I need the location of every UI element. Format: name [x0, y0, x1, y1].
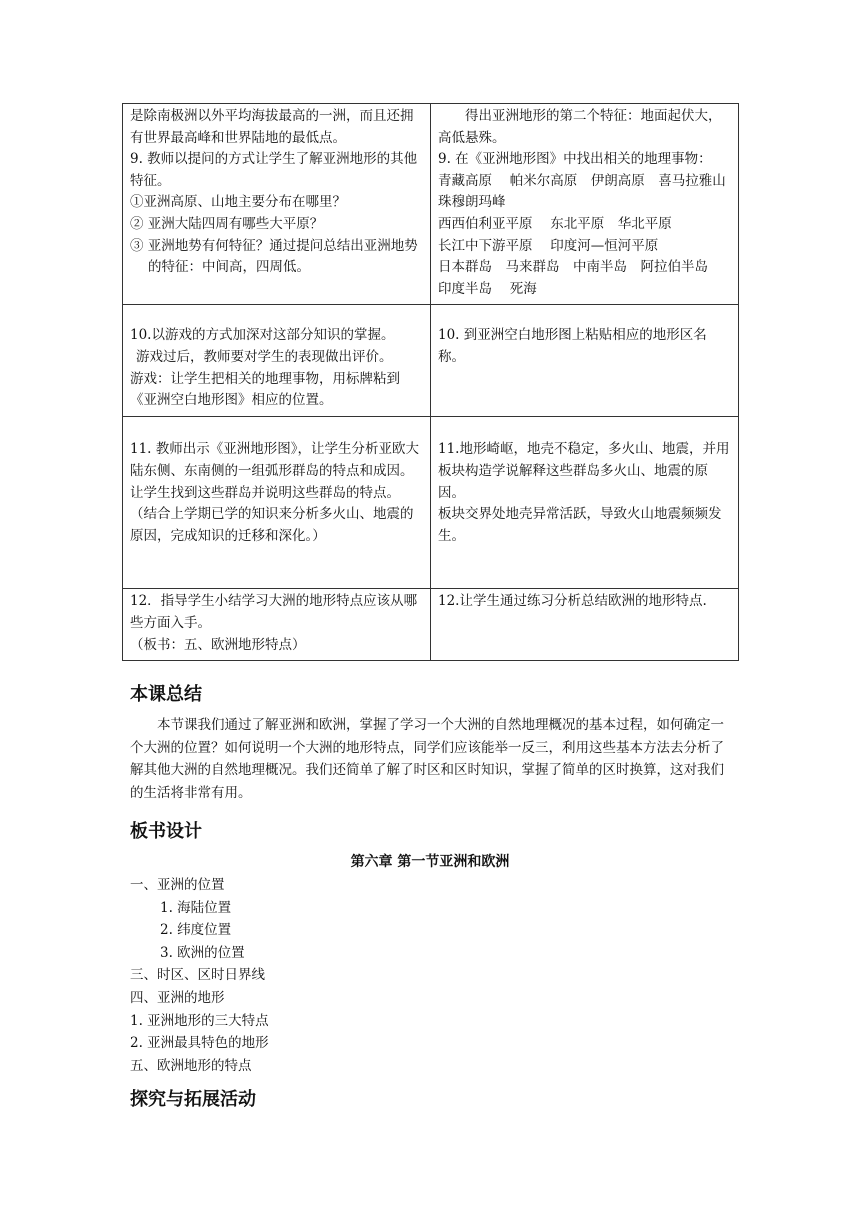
- teacher-activity-cell: [123, 305, 431, 417]
- teacher-activity-cell: [123, 104, 431, 305]
- explore-heading: 探究与拓展活动: [130, 1089, 256, 1110]
- cell-text: 12．指导学生小结学习大洲的地形特点应该从哪些方面入手。: [130, 593, 418, 631]
- student-activity-cell: [431, 589, 739, 661]
- outline-item: 三、时区、区时日界线: [130, 967, 265, 984]
- student-activity-cell: [431, 417, 739, 589]
- summary-heading: 本课总结: [130, 684, 202, 705]
- cell-text: 10. 到亚洲空白地形图上粘贴相应的地形区名称。: [438, 327, 707, 365]
- outline-item: 2. 亚洲最具特色的地形: [130, 1035, 269, 1052]
- board-outline: [130, 874, 269, 1077]
- table-row: [123, 305, 739, 417]
- board-title: 第六章 第一节亚洲和欧洲: [350, 854, 510, 870]
- teacher-activity-cell: [123, 417, 431, 589]
- cell-text: （结合上学期已学的知识来分析多火山、地震的原因，完成知识的迁移和深化。）: [130, 506, 414, 544]
- outline-item: 2. 纬度位置: [160, 922, 232, 939]
- cell-text: ①亚洲高原、山地主要分布在哪里？: [130, 194, 346, 211]
- cell-text: 12.让学生通过练习分析总结欧洲的地形特点.: [438, 593, 707, 610]
- cell-text: ② 亚洲大陆四周有哪些大平原？: [130, 215, 324, 232]
- student-activity-cell: [431, 305, 739, 417]
- outline-item: 3. 欧洲的位置: [160, 944, 245, 961]
- cell-text: 得出亚洲地形的第二个特征：地面起伏大，高低悬殊。: [438, 108, 722, 146]
- cell-text: 青藏高原 帕米尔高原 伊朗高原 喜马拉雅山 珠穆朗玛峰: [438, 172, 740, 211]
- outline-item: 1. 海陆位置: [160, 899, 232, 916]
- table-row: [123, 589, 739, 661]
- cell-text: ③ 亚洲地势有何特征？通过提问总结出亚洲地势的特征：中间高，四周低。: [130, 237, 418, 276]
- lesson-plan-table: [122, 103, 739, 661]
- cell-text: 板块交界处地壳异常活跃，导致火山地震频频发生。: [438, 506, 722, 544]
- outline-item: 一、亚洲的位置: [130, 877, 225, 893]
- cell-text: 是除南极洲以外平均海拔最高的一洲，而且还拥有世界最高峰和世界陆地的最低点。: [130, 108, 414, 146]
- outline-item: 五、欧洲地形的特点: [130, 1057, 252, 1074]
- cell-text: （板书：五、欧洲地形特点）: [130, 636, 306, 653]
- table-row: [123, 104, 739, 305]
- cell-text: 长江中下游平原 印度河—恒河平原: [438, 237, 659, 254]
- outline-item: 四、亚洲的地形: [130, 989, 225, 1006]
- cell-text: 日本群岛 马来群岛 中南半岛 阿拉伯半岛 印度半岛 死海: [438, 259, 726, 297]
- table-row: [123, 417, 739, 589]
- outline-item: 1. 亚洲地形的三大特点: [130, 1012, 269, 1029]
- cell-text: 西西伯利亚平原 东北平原 华北平原: [438, 215, 672, 232]
- teacher-activity-cell: [123, 589, 431, 661]
- cell-text: 10.以游戏的方式加深对这部分知识的掌握。: [130, 327, 395, 344]
- cell-text: 11. 教师出示《亚洲地形图》，让学生分析亚欧大陆东侧、东南侧的一组弧形群岛的特点和成因。让学生找到这些群岛并说明这些群岛的特点。: [130, 441, 420, 501]
- cell-text: 游戏过后，教师要对学生的表现做出评价。: [136, 348, 393, 365]
- cell-text: 游戏：让学生把相关的地理事物，用标牌粘到《亚洲空白地形图》相应的位置。: [130, 370, 400, 409]
- cell-text: 11.地形崎岖，地壳不稳定，多火山、地震，并用板块构造学说解释这些群岛多火山、地震的原因。: [438, 441, 730, 501]
- summary-paragraph: 本节课我们通过了解亚洲和欧洲，掌握了学习一个大洲的自然地理概况的基本过程，如何确定一个大洲的位置？如何说明一个大洲的地形特点，同学们应该能举一反三，利用这些基本方法去分析了解其他大洲的自然地理概况。我们还简单了解了时区和区时知识，掌握了简单的区时换算，这对我们的生活将非常有用。: [130, 717, 724, 801]
- student-activity-cell: [431, 104, 739, 305]
- cell-text: 9. 教师以提问的方式让学生了解亚洲地形的其他特征。: [130, 151, 418, 189]
- cell-text: 9. 在《亚洲地形图》中找出相关的地理事物：: [438, 151, 712, 168]
- board-design-heading: 板书设计: [130, 821, 202, 842]
